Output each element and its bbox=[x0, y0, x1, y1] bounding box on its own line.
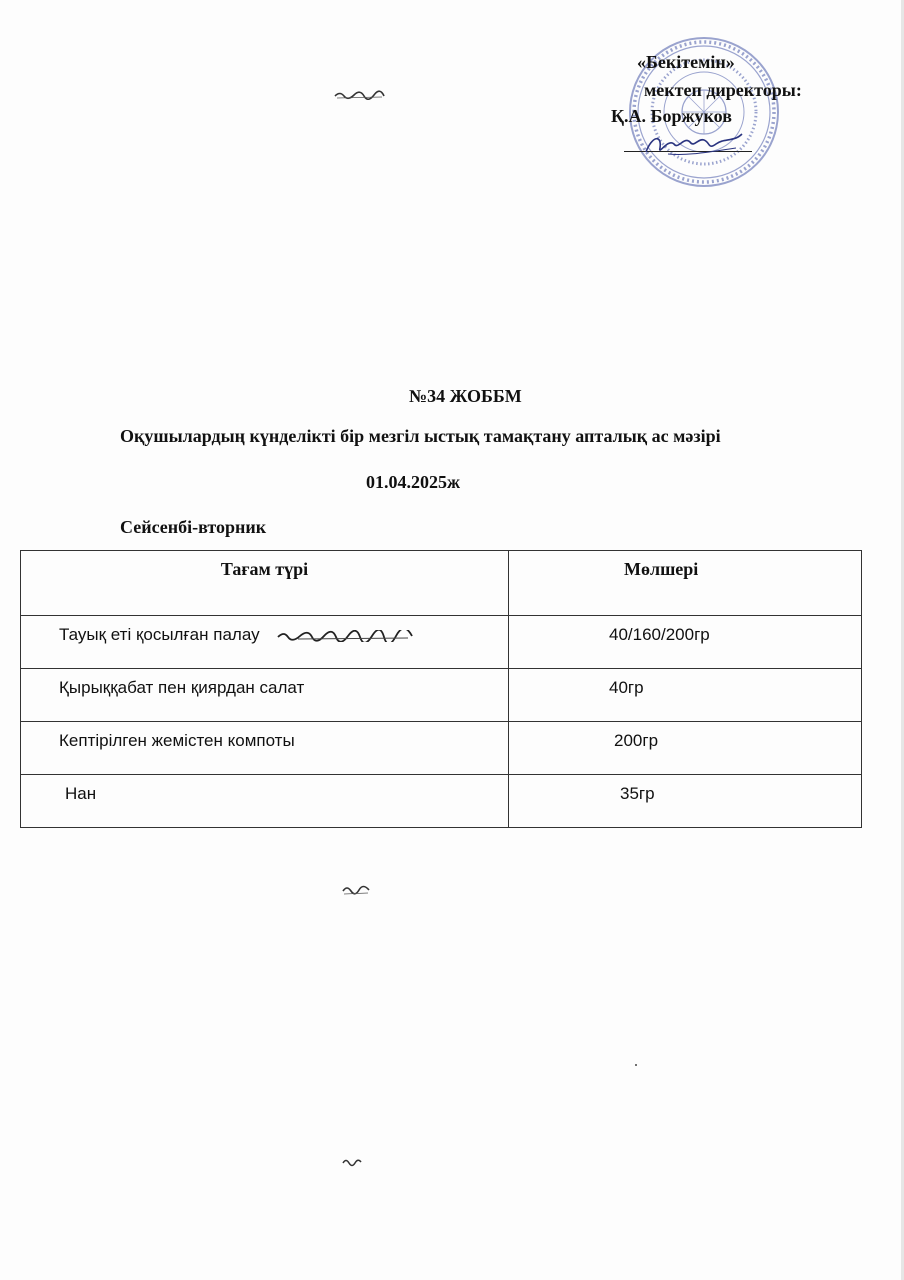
table-row bbox=[21, 616, 862, 669]
school-name: №34 ЖОББМ bbox=[409, 386, 522, 406]
dish-cell bbox=[21, 616, 509, 669]
table-row bbox=[21, 669, 862, 722]
amount-cell: 40гр bbox=[509, 669, 862, 722]
director-name: Қ.А. Боржуков bbox=[611, 106, 732, 126]
director-position: мектеп директоры: bbox=[644, 80, 802, 100]
scribble-mark-inline bbox=[276, 630, 416, 642]
amount-cell: 40/160/200гр bbox=[509, 616, 862, 669]
approval-block bbox=[600, 44, 860, 194]
scribble-mark-bottom bbox=[342, 1157, 362, 1167]
menu-date: 01.04.2025ж bbox=[366, 472, 461, 492]
menu-table bbox=[20, 550, 862, 828]
dish-cell: Қырыққабат пен қиярдан салат bbox=[21, 669, 509, 722]
amount-column-header: Мөлшері bbox=[509, 551, 862, 616]
day-name: Сейсенбі-вторник bbox=[120, 517, 267, 537]
scribble-mark-top bbox=[334, 90, 386, 100]
amount-cell: 35гр bbox=[509, 775, 862, 828]
dish-cell: Кептірілген жемістен компоты bbox=[21, 722, 509, 775]
dish-column-header: Тағам түрі bbox=[21, 551, 509, 616]
ink-dot bbox=[635, 1064, 637, 1066]
scribble-mark-middle bbox=[342, 884, 370, 896]
approval-title: «Бекітемін» bbox=[637, 52, 735, 72]
dish-cell: Нан bbox=[21, 775, 509, 828]
table-row bbox=[21, 722, 862, 775]
table-header-row bbox=[21, 551, 862, 616]
menu-title: Оқушылардың күнделікті бір мезгіл ыстық тамақтану апталық ас мәзірі bbox=[120, 426, 721, 446]
amount-cell: 200гр bbox=[509, 722, 862, 775]
director-signature bbox=[638, 126, 748, 162]
table-row bbox=[21, 775, 862, 828]
dish-name: Тауық еті қосылған палау bbox=[59, 625, 260, 644]
